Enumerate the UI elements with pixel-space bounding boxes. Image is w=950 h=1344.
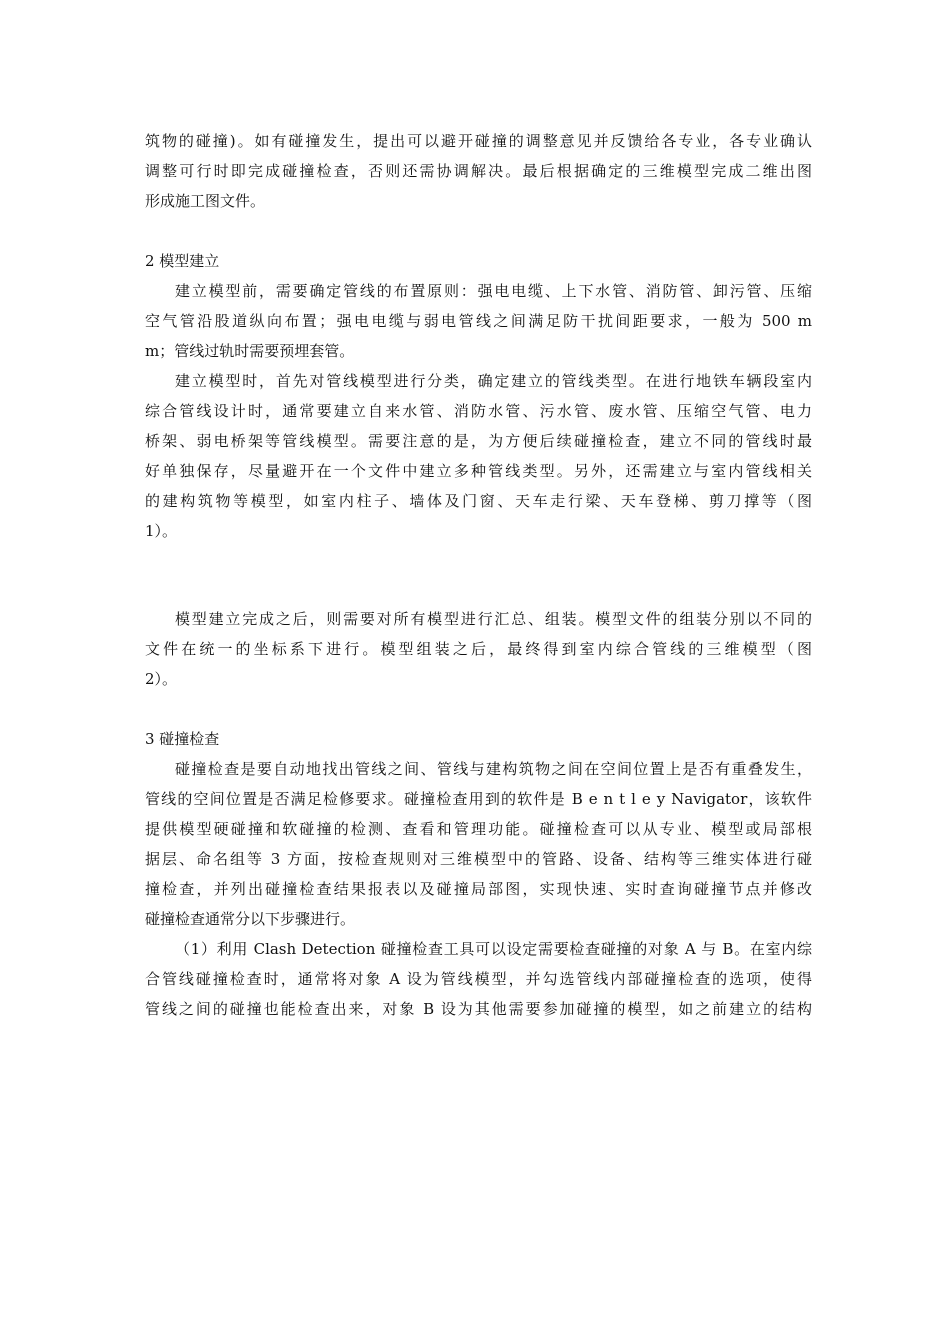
text-line: 2）。 <box>145 670 178 688</box>
text-line: 合管线碰撞检查时，通常将对象 A 设为管线模型，并勾选管线内部碰撞检查的选项，使得 <box>145 970 812 988</box>
section-2-heading: 2 模型建立 <box>145 252 220 270</box>
text-line: 撞检查，并列出碰撞检查结果报表以及碰撞局部图，实现快速、实时查询碰撞节点并修改 <box>145 880 812 898</box>
document-body <box>145 126 812 1024</box>
paragraph-s2-2 <box>145 366 812 546</box>
paragraph-s2-1 <box>145 276 812 366</box>
text-line: 的建构筑物等模型，如室内柱子、墙体及门窗、天车走行梁、天车登梯、剪刀撑等（图 <box>145 492 812 510</box>
text-line: 管线的空间位置是否满足检修要求。碰撞检查用到的软件是 B e n t l e y Navigator，该软件 <box>145 790 812 808</box>
text-line: 提供模型硬碰撞和软碰撞的检测、查看和管理功能。碰撞检查可以从专业、模型或局部根 <box>145 820 812 838</box>
text-line: 建立模型前，需要确定管线的布置原则：强电电缆、上下水管、消防管、卸污管、压缩 <box>175 282 812 300</box>
text-line: 碰撞检查通常分以下步骤进行。 <box>145 910 356 928</box>
text-line: 1）。 <box>145 522 178 540</box>
text-line: 形成施工图文件。 <box>145 192 266 210</box>
text-line: 好单独保存，尽量避开在一个文件中建立多种管线类型。另外，还需建立与室内管线相关 <box>145 462 812 480</box>
text-line: 模型建立完成之后，则需要对所有模型进行汇总、组装。模型文件的组装分别以不同的 <box>175 610 812 628</box>
text-line: 建立模型时，首先对管线模型进行分类，确定建立的管线类型。在进行地铁车辆段室内 <box>175 372 812 390</box>
text-line: 碰撞检查是要自动地找出管线之间、管线与建构筑物之间在空间位置上是否有重叠发生， <box>175 760 812 778</box>
paragraph-gap <box>145 694 812 724</box>
text-line: 文件在统一的坐标系下进行。模型组装之后，最终得到室内综合管线的三维模型（图 <box>145 640 812 658</box>
paragraph-gap <box>145 216 812 246</box>
text-line: 据层、命名组等 3 方面，按检查规则对三维模型中的管路、设备、结构等三维实体进行碰 <box>145 850 812 868</box>
paragraph-s3-2 <box>145 934 812 1024</box>
paragraph-s2-3 <box>145 604 812 694</box>
paragraph-intro <box>145 126 812 216</box>
text-line: 综合管线设计时，通常要建立自来水管、消防水管、污水管、废水管、压缩空气管、电力 <box>145 402 812 420</box>
text-line: （1）利用 Clash Detection 碰撞检查工具可以设定需要检查碰撞的对象 A 与 B。在室内综 <box>175 940 812 958</box>
text-line: 调整可行时即完成碰撞检查，否则还需协调解决。最后根据确定的三维模型完成二维出图 <box>145 162 812 180</box>
section-3-heading: 3 碰撞检查 <box>145 730 220 748</box>
figure-gap <box>145 546 812 604</box>
text-line: 筑物的碰撞)。如有碰撞发生，提出可以避开碰撞的调整意见并反馈给各专业，各专业确认 <box>145 132 812 150</box>
text-line: 管线之间的碰撞也能检查出来，对象 B 设为其他需要参加碰撞的模型，如之前建立的结构 <box>145 1000 812 1018</box>
paragraph-s3-1 <box>145 754 812 934</box>
text-line: m；管线过轨时需要预埋套管。 <box>145 342 355 360</box>
text-line: 桥架、弱电桥架等管线模型。需要注意的是，为方便后续碰撞检查，建立不同的管线时最 <box>145 432 812 450</box>
text-line: 空气管沿股道纵向布置；强电电缆与弱电管线之间满足防干扰间距要求，一般为 500 m <box>145 312 812 330</box>
